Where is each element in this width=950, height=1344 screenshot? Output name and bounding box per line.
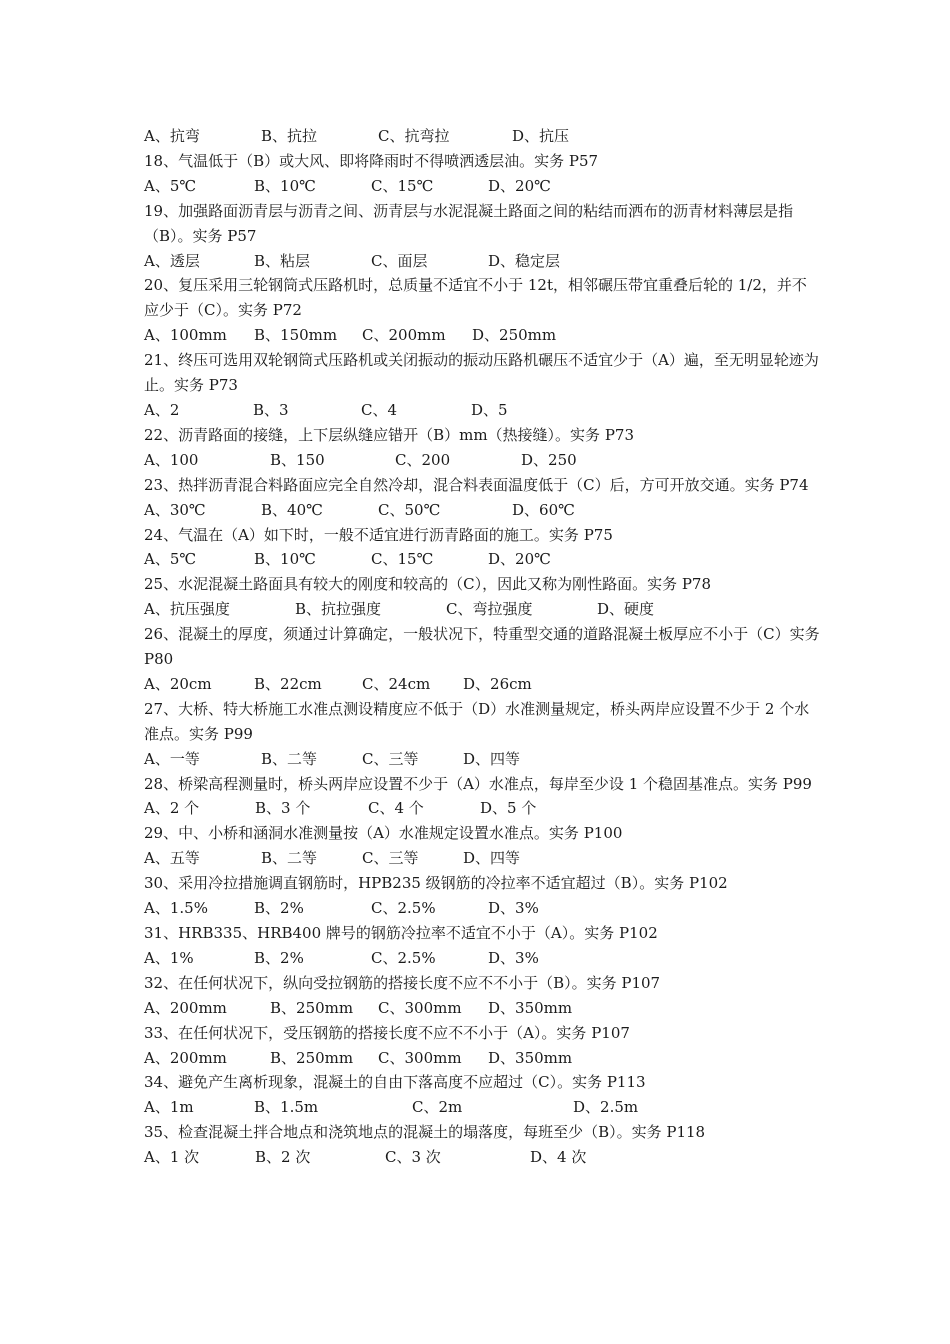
answer-option: A、200mm: [144, 1048, 227, 1067]
answer-option: D、20℃: [488, 176, 551, 195]
answer-options: [144, 896, 820, 921]
question-item: [144, 124, 820, 149]
question-text: 23、热拌沥青混合料路面应完全自然冷却，混合料表面温度低于（C）后，方可开放交通。实务 P74: [144, 475, 809, 494]
question-text: 32、在任何状况下，纵向受拉钢筋的搭接长度不应不不小于（B）。实务 P107: [144, 973, 661, 992]
answer-option: D、3%: [488, 948, 539, 967]
answer-option: D、四等: [463, 749, 521, 768]
answer-option: D、350mm: [488, 998, 573, 1017]
answer-option: D、4 次: [530, 1148, 587, 1167]
question-text: 24、气温在（A）如下时，一般不适宜进行沥青路面的施工。实务 P75: [144, 525, 613, 544]
answer-option: B、2%: [254, 948, 304, 967]
answer-option: A、2 个: [144, 799, 200, 818]
answer-option: C、2.5%: [371, 899, 436, 918]
answer-option: C、2.5%: [371, 948, 436, 967]
answer-option: B、10℃: [254, 176, 316, 195]
answer-option: D、350mm: [488, 1048, 573, 1067]
answer-option: B、150: [270, 450, 325, 469]
question-item: [144, 821, 820, 871]
answer-options: [144, 846, 820, 871]
question-item: [144, 622, 820, 697]
answer-option: A、抗弯: [144, 127, 200, 145]
question-item: [144, 871, 820, 921]
answer-option: B、抗拉强度: [295, 600, 382, 619]
question-item: [144, 473, 820, 523]
answer-options: [144, 448, 820, 473]
answer-option: A、2: [144, 400, 180, 419]
answer-option: A、100: [144, 450, 199, 469]
answer-option: B、3: [253, 400, 289, 419]
answer-option: C、200: [395, 450, 451, 469]
answer-option: A、抗压强度: [144, 600, 230, 619]
question-text: 25、水泥混凝土路面具有较大的刚度和较高的（C），因此又称为刚性路面。实务 P78: [144, 575, 712, 594]
answer-option: C、50℃: [378, 500, 441, 519]
question-item: [144, 697, 820, 772]
answer-option: C、三等: [362, 849, 419, 868]
answer-option: C、4 个: [368, 799, 424, 818]
question-text: 27、大桥、特大桥施工水准点测设精度应不低于（D）水准测量规定，桥头两岸应设置不少于 2 个水准点。实务 P99: [144, 699, 810, 743]
answer-option: C、24cm: [362, 674, 431, 693]
answer-option: B、250mm: [270, 1048, 354, 1067]
answer-options: [144, 747, 820, 772]
answer-option: B、二等: [261, 849, 318, 868]
answer-option: A、一等: [144, 749, 200, 768]
question-text: 21、终压可选用双轮钢筒式压路机或关闭振动的振动压路机碾压不适宜少于（A）遍，至无明显轮迹为止。实务 P73: [144, 351, 819, 395]
answer-option: C、3 次: [385, 1148, 441, 1167]
question-item: [144, 1021, 820, 1071]
answer-options: [144, 1046, 820, 1071]
question-text: 18、气温低于（B）或大风、即将降雨时不得喷洒透层油。实务 P57: [144, 151, 599, 170]
answer-option: B、1.5m: [254, 1098, 319, 1117]
answer-option: A、1m: [144, 1098, 194, 1117]
question-item: [144, 1070, 820, 1120]
question-item: [144, 149, 820, 199]
answer-option: C、面层: [371, 251, 428, 270]
question-item: [144, 199, 820, 274]
answer-options: [144, 547, 820, 572]
answer-option: A、30℃: [144, 500, 206, 519]
answer-option: B、150mm: [254, 326, 338, 345]
question-item: [144, 348, 820, 423]
question-item: [144, 1120, 820, 1170]
question-text: 30、采用冷拉措施调直钢筋时，HPB235 级钢筋的冷拉率不适宜超过（B）。实务 P102: [144, 874, 728, 893]
answer-options: [144, 398, 820, 423]
answer-option: B、2%: [254, 899, 304, 918]
question-item: [144, 572, 820, 622]
answer-option: A、5℃: [144, 176, 197, 195]
answer-option: D、5: [471, 400, 508, 419]
question-item: [144, 273, 820, 348]
answer-option: C、15℃: [371, 176, 434, 195]
answer-option: D、60℃: [512, 500, 575, 519]
answer-options: [144, 124, 820, 149]
answer-option: C、三等: [362, 749, 419, 768]
answer-option: D、抗压: [512, 127, 570, 145]
answer-options: [144, 498, 820, 523]
question-text: 35、检查混凝土拌合地点和浇筑地点的混凝土的塌落度，每班至少（B）。实务 P118: [144, 1123, 706, 1142]
answer-option: C、弯拉强度: [446, 600, 533, 619]
answer-option: B、抗拉: [261, 127, 318, 145]
answer-option: A、透层: [144, 251, 200, 270]
question-text: 22、沥青路面的接缝，上下层纵缝应错开（B）mm（热接缝）。实务 P73: [144, 425, 635, 444]
question-text: 29、中、小桥和涵洞水准测量按（A）水准规定设置水准点。实务 P100: [144, 824, 623, 843]
answer-option: C、15℃: [371, 550, 434, 569]
answer-option: B、粘层: [254, 251, 311, 270]
answer-option: D、稳定层: [488, 251, 561, 270]
answer-option: D、3%: [488, 899, 539, 918]
answer-options: [144, 1095, 820, 1120]
answer-option: B、40℃: [261, 500, 323, 519]
answer-option: D、四等: [463, 849, 521, 868]
answer-option: D、硬度: [597, 600, 655, 619]
answer-options: [144, 249, 820, 274]
answer-option: D、5 个: [480, 799, 537, 818]
answer-option: A、20cm: [144, 674, 212, 693]
question-text: 34、避免产生离析现象，混凝土的自由下落高度不应超过（C）。实务 P113: [144, 1073, 646, 1092]
answer-option: C、抗弯拉: [378, 127, 450, 145]
document-page: [144, 124, 820, 1170]
answer-options: [144, 796, 820, 821]
answer-option: B、3 个: [255, 799, 311, 818]
answer-options: [144, 672, 820, 697]
answer-option: D、250: [521, 450, 577, 469]
answer-option: D、250mm: [472, 326, 557, 345]
answer-option: B、10℃: [254, 550, 316, 569]
question-text: 33、在任何状况下，受压钢筋的搭接长度不应不不小于（A）。实务 P107: [144, 1023, 630, 1042]
question-item: [144, 971, 820, 1021]
answer-options: [144, 946, 820, 971]
answer-option: A、200mm: [144, 998, 227, 1017]
question-text: 28、桥梁高程测量时，桥头两岸应设置不少于（A）水准点，每岸至少设 1 个稳固基准点。实务 P99: [144, 774, 812, 793]
answer-options: [144, 597, 820, 622]
answer-option: B、2 次: [255, 1148, 311, 1167]
answer-option: A、五等: [144, 849, 200, 868]
question-text: 31、HRB335、HRB400 牌号的钢筋冷拉率不适宜不小于（A）。实务 P102: [144, 924, 658, 942]
question-item: [144, 772, 820, 822]
answer-options: [144, 996, 820, 1021]
answer-option: C、300mm: [378, 998, 462, 1017]
answer-option: D、26cm: [463, 674, 532, 693]
answer-option: D、2.5m: [573, 1098, 639, 1117]
answer-option: D、20℃: [488, 550, 551, 569]
answer-option: A、1 次: [144, 1148, 200, 1167]
question-item: [144, 921, 820, 971]
answer-option: A、1%: [144, 948, 194, 967]
question-text: 19、加强路面沥青层与沥青之间、沥青层与水泥混凝土路面之间的粘结而洒布的沥青材料薄层是指（B）。实务 P57: [144, 201, 794, 245]
answer-option: A、1.5%: [144, 899, 208, 918]
question-text: 20、复压采用三轮钢筒式压路机时，总质量不适宜不小于 12t，相邻碾压带宜重叠后轮的 1/2，并不应少于（C）。实务 P72: [144, 276, 807, 320]
answer-option: C、200mm: [362, 326, 446, 345]
answer-option: B、22cm: [254, 674, 322, 693]
answer-options: [144, 323, 820, 348]
answer-option: C、4: [361, 400, 398, 419]
answer-option: B、250mm: [270, 998, 354, 1017]
question-text: 26、混凝土的厚度，须通过计算确定，一般状况下，特重型交通的道路混凝土板厚应不小于（C）实务 P80: [144, 625, 820, 669]
answer-option: A、100mm: [144, 326, 227, 345]
answer-options: [144, 174, 820, 199]
answer-option: B、二等: [261, 749, 318, 768]
question-item: [144, 423, 820, 473]
answer-option: C、2m: [412, 1098, 463, 1117]
question-item: [144, 523, 820, 573]
answer-option: A、5℃: [144, 550, 197, 569]
answer-option: C、300mm: [378, 1048, 462, 1067]
answer-options: [144, 1145, 820, 1170]
